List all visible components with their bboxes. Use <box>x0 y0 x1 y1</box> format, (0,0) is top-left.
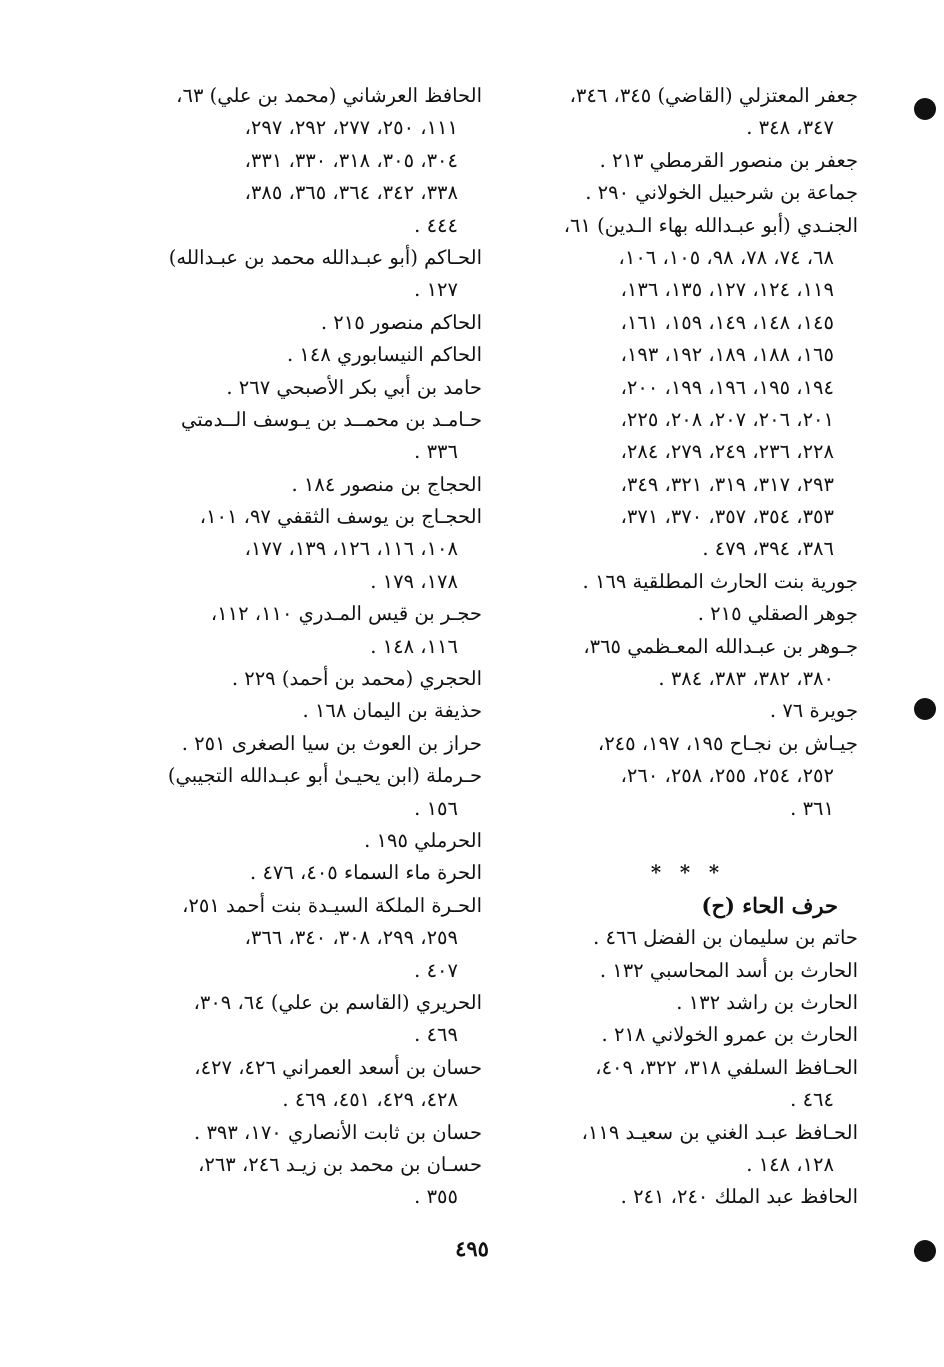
index-entry: حراز بن العوث بن سيا الصغرى ٢٥١ . <box>181 731 482 755</box>
margin-dot <box>914 698 936 720</box>
index-entry-continuation: ٢٢٨، ٢٣٦، ٢٤٩، ٢٧٩، ٢٨٤، <box>620 440 834 464</box>
blank-line <box>518 825 858 857</box>
index-entry: الحافظ عبد الملك ٢٤٠، ٢٤١ . <box>620 1185 858 1209</box>
index-entry: الحارث بن أسد المحاسبي ١٣٢ . <box>599 958 858 982</box>
index-entry: الحـرة الملكة السيـدة بنت أحمد ٢٥١، <box>182 893 482 917</box>
index-entry: حجـر بن قيس المـدري ١١٠، ١١٢، <box>210 602 482 626</box>
section-divider: * * * <box>650 861 726 885</box>
index-entry: حـرملة (ابن يحيـىٰ أبو عبـدالله التجيبي) <box>167 764 482 788</box>
index-entry-continuation: ٣٥٥ . <box>414 1185 458 1209</box>
index-entry-continuation: ٣٣٦ . <box>414 440 458 464</box>
index-entry-continuation: ٣٤٧، ٣٤٨ . <box>746 116 834 140</box>
index-entry-continuation: ١٤٥، ١٤٨، ١٤٩، ١٥٩، ١٦١، <box>620 310 834 334</box>
index-entry: حسان بن أسعد العمراني ٤٢٦، ٤٢٧، <box>194 1055 482 1079</box>
index-entry: الحارث بن عمرو الخولاني ٢١٨ . <box>601 1023 858 1047</box>
index-entry-continuation: ٤٦٤ . <box>790 1088 834 1112</box>
index-entry-continuation: ٢٩٣، ٣١٧، ٣١٩، ٣٢١، ٣٤٩، <box>620 472 834 496</box>
index-entry: حامد بن أبي بكر الأصبحي ٢٦٧ . <box>226 375 482 399</box>
index-entry: جـوهر بن عبـدالله المعـظمي ٣٦٥، <box>583 634 858 658</box>
index-entry-continuation: ١١٦، ١٤٨ . <box>370 634 458 658</box>
index-entry: جيـاش بن نجـاح ١٩٥، ١٩٧، ٢٤٥، <box>597 731 858 755</box>
index-entry: حـامـد بن محمــد بن يـوسف الــدمتي <box>181 407 482 431</box>
index-entry-continuation: ١٥٦ . <box>414 796 458 820</box>
index-entry: جماعة بن شرحبيل الخولاني ٢٩٠ . <box>585 181 858 205</box>
index-entry: الجنـدي (أبو عبـدالله بهاء الـدين) ٦١، <box>563 213 858 237</box>
index-entry-continuation: ١٩٤، ١٩٥، ١٩٦، ١٩٩، ٢٠٠، <box>620 375 834 399</box>
index-entry-continuation: ٣٨٦، ٣٩٤، ٤٧٩ . <box>702 537 834 561</box>
index-entry-continuation: ٤٠٧ . <box>414 958 458 982</box>
index-entry-continuation: ١٢٨، ١٤٨ . <box>746 1152 834 1176</box>
index-entry: حسـان بن محمد بن زيـد ٢٤٦، ٢٦٣، <box>198 1152 482 1176</box>
right-column <box>518 80 858 1214</box>
index-entry: حسان بن ثابت الأنصاري ١٧٠، ٣٩٣ . <box>194 1120 482 1144</box>
index-entry-continuation: ١٧٨، ١٧٩ . <box>370 569 458 593</box>
index-entry-continuation: ١١٩، ١٢٤، ١٢٧، ١٣٥، ١٣٦، <box>620 278 834 302</box>
index-entry: جعفر المعتزلي (القاضي) ٣٤٥، ٣٤٦، <box>569 84 858 107</box>
index-entry-continuation: ٢٥٩، ٢٩٩، ٣٠٨، ٣٤٠، ٣٦٦، <box>244 926 458 950</box>
index-entry: الحرة ماء السماء ٤٠٥، ٤٧٦ . <box>250 861 482 885</box>
margin-dot <box>914 98 936 120</box>
index-entry: الحجري (محمد بن أحمد) ٢٢٩ . <box>231 667 482 691</box>
section-heading: حرف الحاء (ح) <box>701 892 838 918</box>
index-entry: الحافظ العرشاني (محمد بن علي) ٦٣، <box>176 84 482 107</box>
index-entry: الحـاكم (أبو عبـدالله محمد بن عبـدالله) <box>168 245 482 269</box>
left-column <box>152 80 482 1214</box>
index-entry: الحـافظ السلفي ٣١٨، ٣٢٢، ٤٠٩، <box>595 1055 858 1079</box>
page-number: ٤٩٥ <box>455 1236 489 1261</box>
index-entry-continuation: ٤٦٩ . <box>414 1023 458 1047</box>
index-entry-continuation: ٣٦١ . <box>790 796 834 820</box>
index-entry-continuation: ٢٥٢، ٢٥٤، ٢٥٥، ٢٥٨، ٢٦٠، <box>620 764 834 788</box>
index-entry-continuation: ٤٤٤ . <box>414 213 458 237</box>
index-entry-continuation: ١٦٥، ١٨٨، ١٨٩، ١٩٢، ١٩٣، <box>620 343 834 367</box>
index-entry-continuation: ١٢٧ . <box>414 278 458 302</box>
index-entry: حذيفة بن اليمان ١٦٨ . <box>302 699 482 723</box>
index-entry-continuation: ١١١، ٢٥٠، ٢٧٧، ٢٩٢، ٢٩٧، <box>244 116 458 140</box>
index-entry: الحرملي ١٩٥ . <box>364 828 482 852</box>
index-entry: جعفر بن منصور القرمطي ٢١٣ . <box>599 148 858 172</box>
index-entry: الحريري (القاسم بن علي) ٦٤، ٣٠٩، <box>193 990 482 1014</box>
index-entry: الحارث بن راشد ١٣٢ . <box>676 990 858 1014</box>
index-entry-continuation: ١٠٨، ١١٦، ١٢٦، ١٣٩، ١٧٧، <box>244 537 458 561</box>
index-entry: جورية بنت الحارث المطلقية ١٦٩ . <box>582 569 858 593</box>
index-entry-continuation: ٣٨٠، ٣٨٢، ٣٨٣، ٣٨٤ . <box>658 667 834 691</box>
index-entry: الحـافظ عبـد الغني بن سعيـد ١١٩، <box>581 1120 858 1144</box>
index-entry-continuation: ٦٨، ٧٤، ٧٨، ٩٨، ١٠٥، ١٠٦، <box>618 245 834 269</box>
index-entry-continuation: ٢٠١، ٢٠٦، ٢٠٧، ٢٠٨، ٢٢٥، <box>620 407 834 431</box>
index-entry: جويرة ٧٦ . <box>769 699 858 723</box>
index-entry-continuation: ٤٢٨، ٤٢٩، ٤٥١، ٤٦٩ . <box>282 1088 458 1112</box>
index-entry: الحاكم منصور ٢١٥ . <box>320 310 482 334</box>
index-entry: جوهر الصقلي ٢١٥ . <box>697 602 858 626</box>
index-entry: الحجـاج بن يوسف الثقفي ٩٧، ١٠١، <box>199 505 482 529</box>
index-entry-continuation: ٣٠٤، ٣٠٥، ٣١٨، ٣٣٠، ٣٣١، <box>244 148 458 172</box>
index-entry: حاتم بن سليمان بن الفضل ٤٦٦ . <box>593 926 858 950</box>
index-entry-continuation: ٣٣٨، ٣٤٢، ٣٦٤، ٣٦٥، ٣٨٥، <box>244 181 458 205</box>
index-entry-continuation: ٣٥٣، ٣٥٤، ٣٥٧، ٣٧٠، ٣٧١، <box>620 505 834 529</box>
index-entry: الحاكم النيسابوري ١٤٨ . <box>286 343 482 367</box>
index-entry: الحجاج بن منصور ١٨٤ . <box>291 472 482 496</box>
